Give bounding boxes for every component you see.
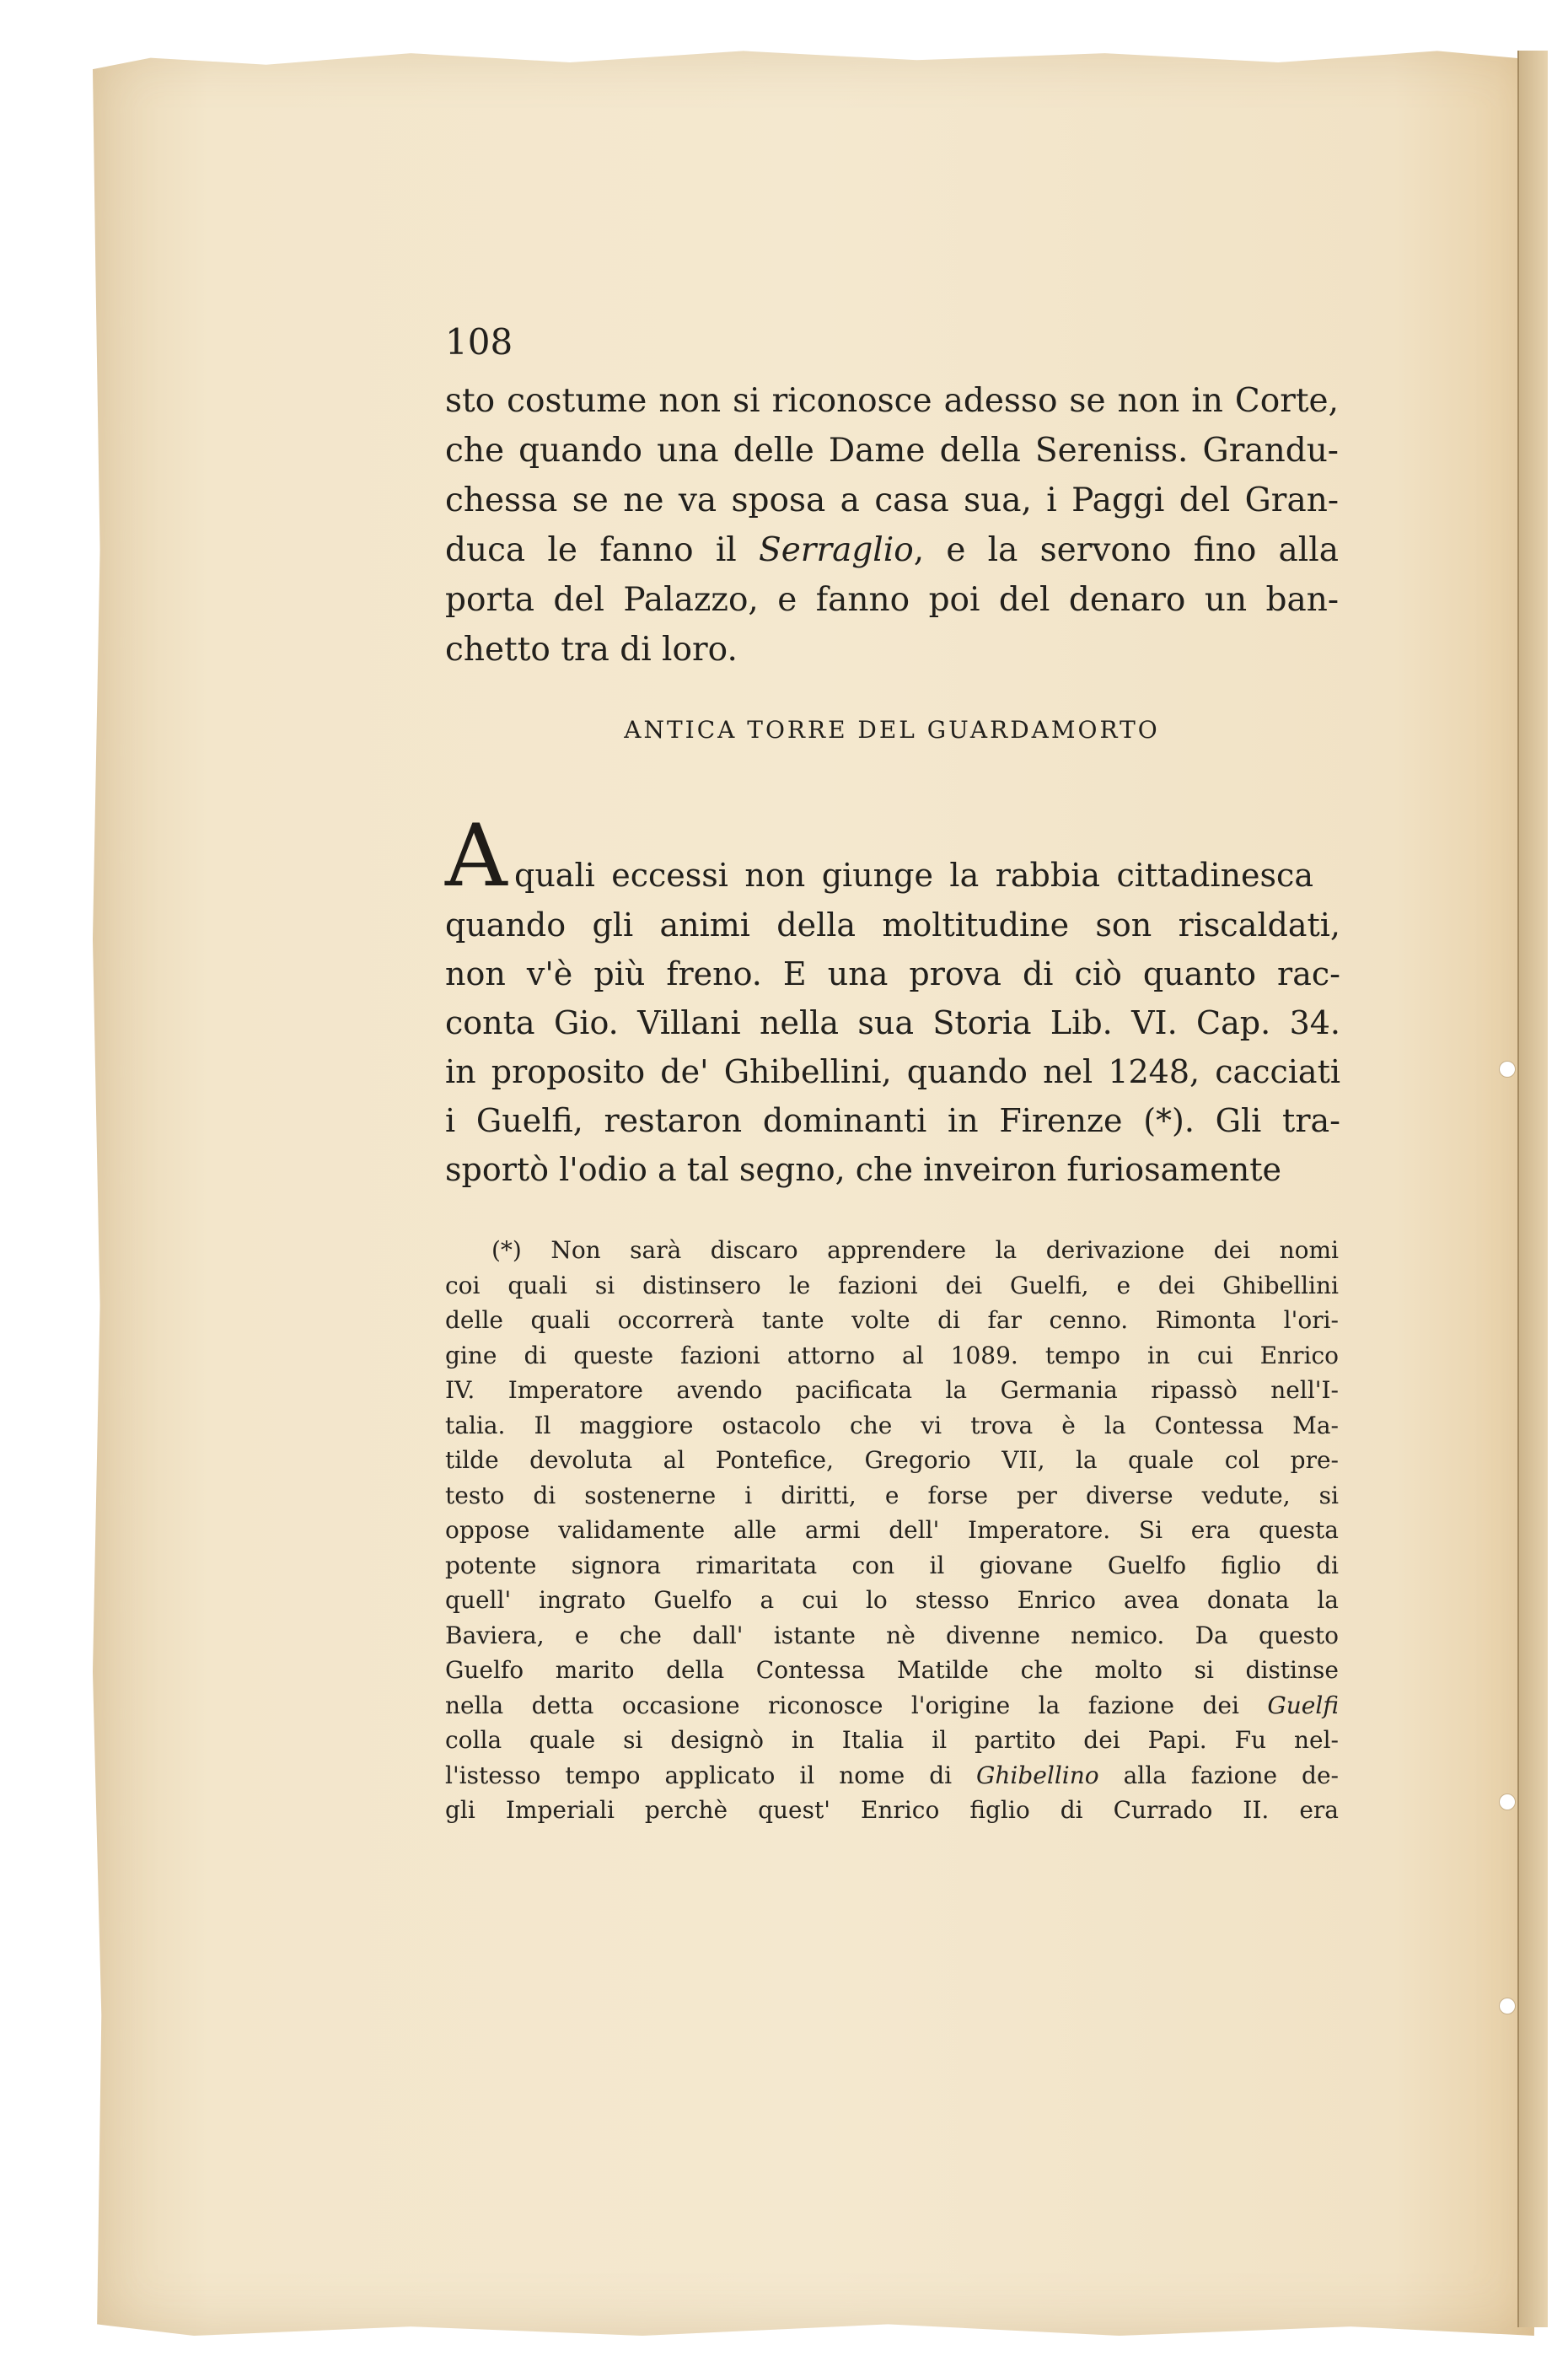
footnote-line-2: coi quali si distinsero le fazioni dei Guelfi, e dei Ghibellini (445, 1271, 1339, 1299)
footnote-line-16-emphasis: Ghibellino (976, 1761, 1099, 1789)
footnote-line-15: colla quale si designò in Italia il partito dei Papi. Fu nel- (445, 1726, 1339, 1754)
footnote-line-14-emphasis: Guelfi (1267, 1691, 1339, 1719)
body-line-2: non v'è più freno. E una prova di ciò quanto rac- (445, 955, 1340, 992)
body-line-1: quando gli animi della moltitudine son riscaldati, (445, 906, 1340, 944)
footnote-line-3: delle quali occorrerà tante volte di far cenno. Rimonta l'ori- (445, 1306, 1339, 1334)
top-line-2: che quando una delle Dame della Sereniss. Grandu- (445, 432, 1339, 470)
body-line-3: conta Gio. Villani nella sua Storia Lib. VI. Cap. 34. (445, 1004, 1340, 1041)
top-line-5: porta del Palazzo, e fanno poi del denaro un ban- (445, 581, 1339, 619)
top-line-4-emphasis: Serraglio (759, 531, 914, 569)
footnote-line-13: Guelfo marito della Contessa Matilde che molto si distinse (445, 1656, 1339, 1684)
body-line-4: in proposito de' Ghibellini, quando nel 1248, cacciati (445, 1053, 1340, 1090)
footnote-line-17: gli Imperiali perchè quest' Enrico figlio di Currado II. era (445, 1796, 1339, 1824)
footnote-line-16 (445, 1758, 1339, 1794)
paper-hole-top (1499, 1061, 1516, 1078)
footnote-line-1: (*) Non sarà discaro apprendere la derivazione dei nomi (491, 1236, 1339, 1264)
footnote-line-16-prefix: l'istesso tempo applicato il nome di (445, 1761, 977, 1789)
footnote-line-11: quell' ingrato Guelfo a cui lo stesso Enrico avea donata la (445, 1586, 1339, 1614)
top-paragraph (445, 376, 1339, 675)
footnote-line-6: talia. Il maggiore ostacolo che vi trova è la Contessa Ma- (445, 1411, 1339, 1439)
footnote (445, 1233, 1339, 1828)
top-line-4-prefix: duca le fanno il (445, 531, 759, 569)
top-line-3: chessa se ne va sposa a casa sua, i Paggi del Gran- (445, 481, 1339, 519)
opening-line: quali eccessi non giunge la rabbia cittadinesca (514, 857, 1313, 894)
footnote-line-12: Baviera, e che dall' istante nè divenne nemico. Da questo (445, 1621, 1339, 1649)
footnote-line-7: tilde devoluta al Pontefice, Gregorio VII, la quale col pre- (445, 1446, 1339, 1474)
footnote-line-14-prefix: nella detta occasione riconosce l'origine la fazione dei (445, 1691, 1268, 1719)
footnote-line-5: IV. Imperatore avendo pacificata la Germania ripassò nell'I- (445, 1376, 1339, 1404)
body-line-5: i Guelfi, restaron dominanti in Firenze (*). Gli tra- (445, 1102, 1340, 1139)
top-line-6: chetto tra di loro. (445, 631, 738, 669)
footnote-line-4: gine di queste fazioni attorno al 1089. tempo in cui Enrico (445, 1341, 1339, 1369)
footnote-line-14 (445, 1688, 1339, 1724)
footnote-line-10: potente signora rimaritata con il giovane Guelfo figlio di (445, 1551, 1339, 1579)
body-line-6: sportò l'odio a tal segno, che inveiron furiosamente (445, 1151, 1282, 1188)
body-paragraph (445, 901, 1340, 1194)
paper-hole-bottom (1499, 1998, 1516, 2014)
top-line-1: sto costume non si riconosce adesso se non in Corte, (445, 382, 1339, 420)
page-binding-edge (1517, 51, 1548, 2327)
dropcap-letter: A (445, 806, 507, 906)
top-line-4 (445, 525, 1339, 575)
footnote-line-9: oppose validamente alle armi dell' Imperatore. Si era questa (445, 1516, 1339, 1544)
section-heading: ANTICA TORRE DEL GUARDAMORTO (624, 716, 1160, 744)
top-line-4-suffix: , e la servono fino alla (913, 531, 1339, 569)
footnote-line-16-suffix: alla fazione de- (1098, 1761, 1339, 1789)
paper-hole-middle (1499, 1794, 1516, 1810)
footnote-line-8: testo di sostenerne i diritti, e forse per diverse vedute, si (445, 1481, 1339, 1509)
page-number: 108 (445, 321, 513, 363)
